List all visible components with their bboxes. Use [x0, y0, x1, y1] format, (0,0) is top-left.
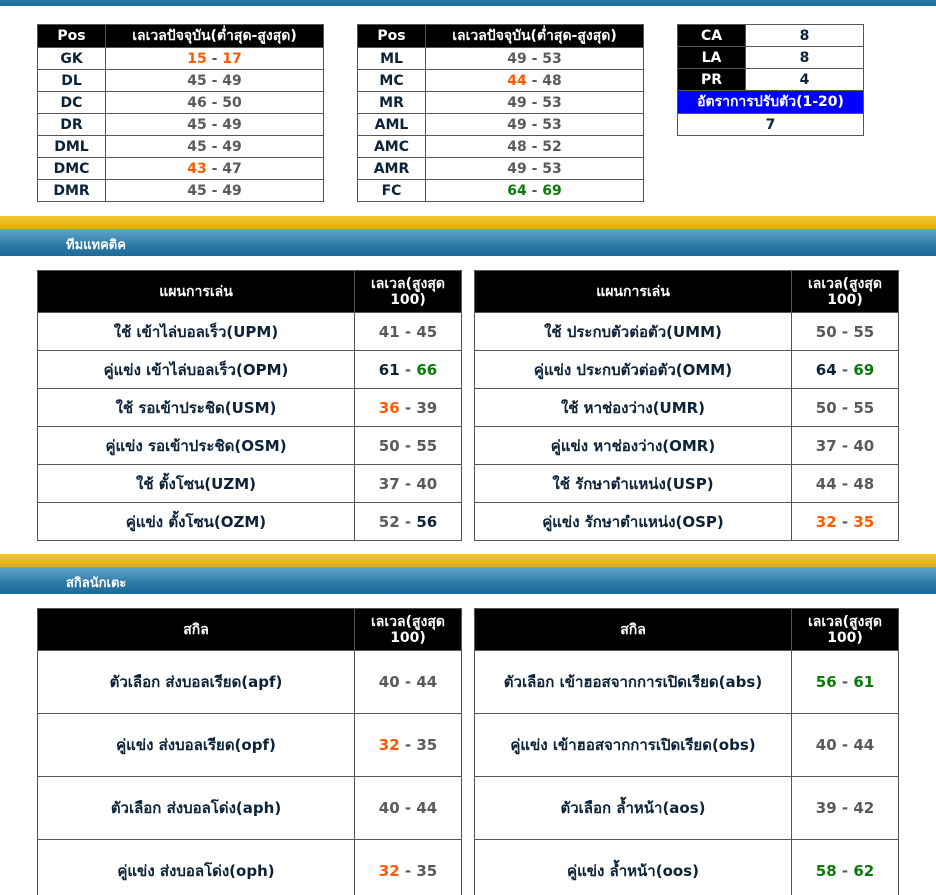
col-header-plan: แผนการเล่น: [475, 271, 792, 313]
col-header-level: เลเวล(สูงสุด 100): [355, 609, 462, 651]
level-max: 50: [222, 94, 242, 111]
level-min: 44: [507, 72, 527, 89]
col-header-level: เลเวลปัจจุบัน(ต่ำสุด-สูงสุด): [106, 25, 324, 48]
level-min: 46: [187, 94, 207, 111]
item-name: ตัวเลือก เข้าฮอสจากการเปิดเรียด(abs): [475, 651, 792, 714]
position-code: DC: [38, 92, 106, 114]
table-row: [475, 313, 899, 351]
level-min: 49: [507, 94, 527, 111]
col-header-level: เลเวลปัจจุบัน(ต่ำสุด-สูงสุด): [426, 25, 644, 48]
level-min: 43: [187, 160, 207, 177]
item-name: คู่แข่ง รอเข้าประชิด(OSM): [38, 427, 355, 465]
position-table-defense: [37, 24, 324, 202]
ca-label: CA: [678, 25, 746, 47]
table-row: [38, 651, 462, 714]
range-separator: -: [399, 474, 417, 493]
level-range: [106, 70, 324, 92]
level-min: 45: [187, 182, 207, 199]
position-code: GK: [38, 48, 106, 70]
level-max: 52: [542, 138, 562, 155]
item-name: คู่แข่ง รักษาตำแหน่ง(OSP): [475, 503, 792, 541]
level-range: [792, 777, 899, 840]
position-code: MC: [358, 70, 426, 92]
table-row: [475, 840, 899, 895]
level-min: 45: [187, 116, 207, 133]
tactics-table-left: [37, 270, 462, 541]
level-range: [426, 92, 644, 114]
adaptability-label: อัตราการปรับตัว(1-20): [678, 91, 864, 114]
level-max: 39: [416, 398, 438, 417]
range-separator: -: [399, 736, 417, 754]
level-min: 45: [187, 72, 207, 89]
col-header-level: เลเวล(สูงสุด 100): [792, 609, 899, 651]
range-separator: -: [399, 673, 417, 691]
position-code: AMC: [358, 136, 426, 158]
table-row: [38, 114, 324, 136]
skills-section-title: สกิลนักเตะ: [66, 576, 127, 591]
position-code: DMR: [38, 180, 106, 202]
level-range: [426, 136, 644, 158]
level-min: 40: [378, 673, 400, 691]
level-max: 45: [416, 322, 438, 341]
level-min: 15: [187, 50, 207, 67]
range-separator: -: [526, 182, 543, 199]
position-code: FC: [358, 180, 426, 202]
table-row: [358, 92, 644, 114]
level-min: 49: [507, 160, 527, 177]
level-max: 56: [416, 512, 438, 531]
item-name: ตัวเลือก ล้ำหน้า(aos): [475, 777, 792, 840]
item-name: คู่แข่ง ล้ำหน้า(oos): [475, 840, 792, 895]
adaptability-value: 7: [678, 114, 864, 136]
level-range: [355, 503, 462, 541]
level-range: [355, 351, 462, 389]
level-range: [106, 180, 324, 202]
item-name: คู่แข่ง เข้าฮอสจากการเปิดเรียด(obs): [475, 714, 792, 777]
level-max: 55: [416, 436, 438, 455]
level-max: 49: [222, 72, 242, 89]
range-separator: -: [836, 512, 854, 531]
level-max: 49: [222, 182, 242, 199]
la-label: LA: [678, 47, 746, 69]
table-row: [475, 427, 899, 465]
level-range: [355, 714, 462, 777]
table-row: [358, 114, 644, 136]
level-range: [426, 70, 644, 92]
level-max: 61: [853, 673, 875, 691]
item-name: คู่แข่ง เข้าไล่บอลเร็ว(OPM): [38, 351, 355, 389]
col-header-pos: Pos: [38, 25, 106, 48]
skills-table-left: [37, 608, 462, 895]
level-range: [106, 92, 324, 114]
level-max: 53: [542, 116, 562, 133]
level-range: [792, 651, 899, 714]
level-max: 40: [416, 474, 438, 493]
range-separator: -: [836, 862, 854, 880]
level-min: 52: [378, 512, 400, 531]
col-header-pos: Pos: [358, 25, 426, 48]
level-min: 32: [815, 512, 837, 531]
range-separator: -: [399, 862, 417, 880]
range-separator: -: [399, 799, 417, 817]
range-separator: -: [526, 138, 543, 155]
item-name: ใช้ เข้าไล่บอลเร็ว(UPM): [38, 313, 355, 351]
level-max: 48: [542, 72, 562, 89]
level-min: 40: [378, 799, 400, 817]
table-row: [475, 389, 899, 427]
level-max: 35: [416, 862, 438, 880]
level-min: 36: [378, 398, 400, 417]
table-row: [38, 427, 462, 465]
item-name: คู่แข่ง ส่งบอลโด่ง(oph): [38, 840, 355, 895]
tactics-section-bar: [0, 216, 936, 256]
level-range: [792, 465, 899, 503]
level-range: [792, 427, 899, 465]
table-row: [38, 313, 462, 351]
level-max: 69: [542, 182, 562, 199]
level-range: [106, 136, 324, 158]
position-code: DR: [38, 114, 106, 136]
level-range: [355, 651, 462, 714]
level-range: [355, 777, 462, 840]
range-separator: -: [526, 50, 543, 67]
level-range: [792, 840, 899, 895]
range-separator: -: [836, 474, 854, 493]
position-code: ML: [358, 48, 426, 70]
table-row: [475, 503, 899, 541]
level-range: [426, 180, 644, 202]
item-name: ใช้ หาช่องว่าง(UMR): [475, 389, 792, 427]
range-separator: -: [836, 799, 854, 817]
level-max: 53: [542, 50, 562, 67]
level-max: 40: [853, 436, 875, 455]
level-min: 49: [507, 50, 527, 67]
level-max: 49: [222, 116, 242, 133]
position-code: DMC: [38, 158, 106, 180]
level-range: [106, 114, 324, 136]
item-name: ตัวเลือก ส่งบอลโด่ง(aph): [38, 777, 355, 840]
level-range: [355, 313, 462, 351]
table-row: [475, 714, 899, 777]
level-min: 44: [815, 474, 837, 493]
range-separator: -: [526, 72, 543, 89]
item-name: คู่แข่ง ตั้งโซน(OZM): [38, 503, 355, 541]
level-min: 56: [815, 673, 837, 691]
level-max: 66: [416, 360, 438, 379]
table-row: [38, 777, 462, 840]
level-max: 44: [416, 673, 438, 691]
range-separator: -: [526, 116, 543, 133]
level-range: [106, 48, 324, 70]
level-max: 44: [416, 799, 438, 817]
level-range: [426, 158, 644, 180]
range-separator: -: [206, 138, 223, 155]
table-row: [38, 389, 462, 427]
range-separator: -: [836, 736, 854, 754]
col-header-skill: สกิล: [475, 609, 792, 651]
level-min: 40: [815, 736, 837, 754]
item-name: คู่แข่ง ส่งบอลเรียด(opf): [38, 714, 355, 777]
table-row: [475, 651, 899, 714]
level-max: 69: [853, 360, 875, 379]
position-code: MR: [358, 92, 426, 114]
attributes-table: [677, 24, 864, 136]
level-min: 49: [507, 116, 527, 133]
level-max: 55: [853, 322, 875, 341]
level-max: 48: [853, 474, 875, 493]
item-name: ใช้ รอเข้าประชิด(USM): [38, 389, 355, 427]
level-max: 35: [416, 736, 438, 754]
level-min: 32: [378, 736, 400, 754]
range-separator: -: [399, 398, 417, 417]
level-range: [792, 714, 899, 777]
la-value: 8: [746, 47, 864, 69]
level-min: 61: [378, 360, 400, 379]
table-row: [38, 180, 324, 202]
level-min: 45: [187, 138, 207, 155]
col-header-plan: แผนการเล่น: [38, 271, 355, 313]
table-row: [38, 714, 462, 777]
level-min: 32: [378, 862, 400, 880]
table-row: [38, 158, 324, 180]
range-separator: -: [836, 398, 854, 417]
level-range: [106, 158, 324, 180]
range-separator: -: [526, 160, 543, 177]
level-max: 49: [222, 138, 242, 155]
position-code: AML: [358, 114, 426, 136]
range-separator: -: [836, 322, 854, 341]
level-range: [792, 503, 899, 541]
range-separator: -: [836, 436, 854, 455]
table-row: [475, 777, 899, 840]
col-header-skill: สกิล: [38, 609, 355, 651]
level-min: 50: [378, 436, 400, 455]
level-max: 53: [542, 94, 562, 111]
table-row: [38, 351, 462, 389]
table-row: [358, 158, 644, 180]
level-max: 35: [853, 512, 875, 531]
skills-section-bar: [0, 554, 936, 594]
table-row: [358, 70, 644, 92]
table-row: [38, 840, 462, 895]
level-max: 47: [222, 160, 242, 177]
position-code: AMR: [358, 158, 426, 180]
tactics-section-title: ทีมแทคติค: [66, 238, 126, 253]
table-row: [38, 70, 324, 92]
level-min: 64: [815, 360, 837, 379]
top-section-bar: [0, 0, 936, 6]
level-min: 37: [378, 474, 400, 493]
table-row: [38, 48, 324, 70]
range-separator: -: [399, 512, 417, 531]
table-row: [475, 465, 899, 503]
range-separator: -: [206, 116, 223, 133]
pr-label: PR: [678, 69, 746, 91]
tactics-table-right: [474, 270, 899, 541]
level-min: 58: [815, 862, 837, 880]
skills-table-right: [474, 608, 899, 895]
level-range: [355, 465, 462, 503]
level-max: 55: [853, 398, 875, 417]
item-name: ใช้ รักษาตำแหน่ง(USP): [475, 465, 792, 503]
table-row: [38, 465, 462, 503]
level-max: 44: [853, 736, 875, 754]
position-code: DL: [38, 70, 106, 92]
range-separator: -: [836, 673, 854, 691]
ca-value: 8: [746, 25, 864, 47]
level-range: [792, 351, 899, 389]
range-separator: -: [836, 360, 854, 379]
level-range: [426, 114, 644, 136]
level-range: [355, 427, 462, 465]
level-range: [792, 389, 899, 427]
table-row: [358, 180, 644, 202]
table-row: [38, 136, 324, 158]
table-row: [38, 503, 462, 541]
level-range: [355, 389, 462, 427]
range-separator: -: [206, 160, 223, 177]
range-separator: -: [206, 182, 223, 199]
table-row: [358, 48, 644, 70]
level-min: 50: [815, 322, 837, 341]
range-separator: -: [399, 360, 417, 379]
item-name: คู่แข่ง ประกบตัวต่อตัว(OMM): [475, 351, 792, 389]
level-min: 50: [815, 398, 837, 417]
level-min: 48: [507, 138, 527, 155]
table-row: [358, 136, 644, 158]
pr-value: 4: [746, 69, 864, 91]
range-separator: -: [399, 322, 417, 341]
col-header-level: เลเวล(สูงสุด 100): [792, 271, 899, 313]
range-separator: -: [206, 72, 223, 89]
position-table-attack: [357, 24, 644, 202]
level-max: 53: [542, 160, 562, 177]
level-min: 41: [378, 322, 400, 341]
range-separator: -: [206, 50, 223, 67]
level-range: [426, 48, 644, 70]
item-name: ใช้ ประกบตัวต่อตัว(UMM): [475, 313, 792, 351]
col-header-level: เลเวล(สูงสุด 100): [355, 271, 462, 313]
level-min: 64: [507, 182, 527, 199]
level-min: 39: [815, 799, 837, 817]
item-name: คู่แข่ง หาช่องว่าง(OMR): [475, 427, 792, 465]
range-separator: -: [206, 94, 223, 111]
level-max: 42: [853, 799, 875, 817]
level-range: [355, 840, 462, 895]
table-row: [38, 92, 324, 114]
item-name: ใช้ ตั้งโซน(UZM): [38, 465, 355, 503]
level-max: 62: [853, 862, 875, 880]
level-max: 17: [222, 50, 242, 67]
position-code: DML: [38, 136, 106, 158]
table-row: [475, 351, 899, 389]
level-min: 37: [815, 436, 837, 455]
item-name: ตัวเลือก ส่งบอลเรียด(apf): [38, 651, 355, 714]
range-separator: -: [526, 94, 543, 111]
range-separator: -: [399, 436, 417, 455]
level-range: [792, 313, 899, 351]
